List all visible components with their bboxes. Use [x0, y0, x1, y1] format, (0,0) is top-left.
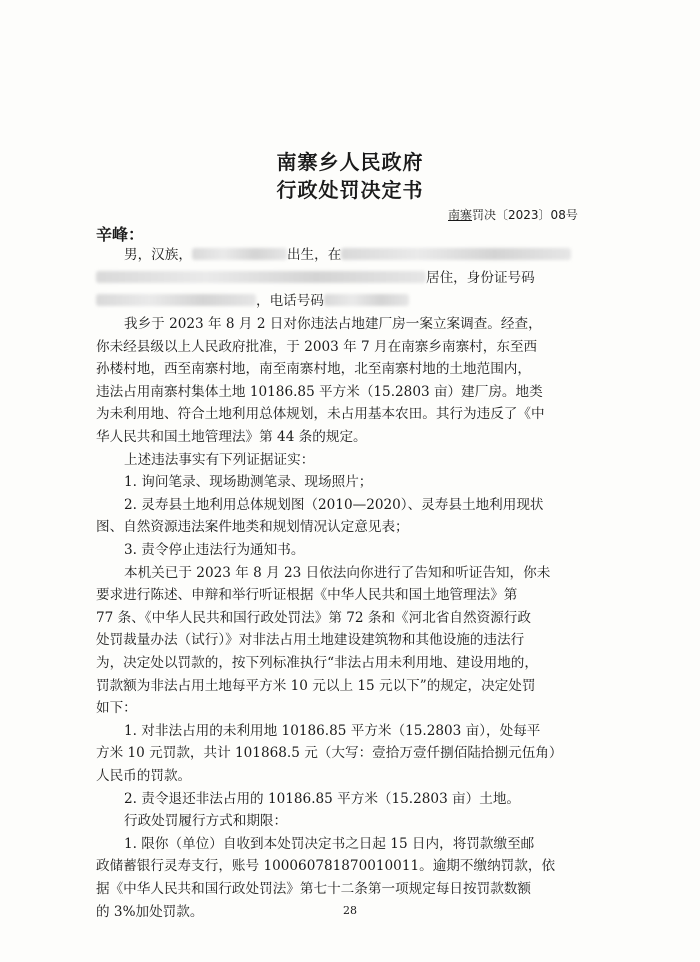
body-line: 罚款额为非法占用土地每平方米 10 元以上 15 元以下”的规定，决定处罚 — [96, 677, 536, 694]
redacted-birthdate — [192, 248, 287, 260]
document-number-suffix: 罚决〔2023〕08号 — [472, 208, 578, 222]
personal-sex-ethnicity: 男，汉族， — [124, 247, 192, 263]
body-line: 1. 限你（单位）自收到本处罚决定书之日起 15 日内，将罚款缴至邮 — [124, 835, 535, 852]
body-line: 据《中华人民共和国行政处罚法》第七十二条第一项规定每日按罚款数额 — [96, 881, 531, 897]
body-line: 2. 灵寿县土地利用总体规划图（2010—2020）、灵寿县土地利用现状 — [124, 496, 544, 513]
personal-line-2 — [96, 268, 606, 288]
personal-phone-text: ，电话号码 — [256, 293, 324, 309]
body-line: 1. 对非法占用的未利用地 10186.85 平方米（15.2803 亩），处每平 — [124, 722, 541, 739]
body-line: 违法占用南寨村集体土地 10186.85 平方米（15.2803 亩）建厂房。地类 — [96, 383, 543, 400]
body-line: 政储蓄银行灵寿支行，账号 100060781870010011。逾期不缴纳罚款，依 — [96, 858, 556, 875]
body-line: 2. 责令退还非法占用的 10186.85 平方米（15.2803 亩）土地。 — [124, 790, 521, 807]
personal-residence-text: 居住，身份证号码 — [426, 270, 535, 286]
personal-birth-text: 出生，在 — [286, 247, 342, 263]
redacted-address — [341, 248, 571, 260]
personal-line-1 — [124, 245, 606, 265]
body-line: 的 3%加处罚款。 — [96, 903, 204, 920]
body-line: 处罚裁量办法（试行）》对非法占用土地建设建筑物和其他设施的违法行 — [96, 632, 525, 649]
body-line: 要求进行陈述、申辩和举行听证根据《中华人民共和国土地管理法》第 — [96, 587, 518, 604]
body-line: 3. 责令停止违法行为通知书。 — [124, 542, 305, 558]
body-line: 我乡于 2023 年 8 月 2 日对你违法占地建厂房一案立案调查。经查， — [124, 316, 542, 332]
document-title-line2: 行政处罚决定书 — [276, 178, 424, 202]
redacted-id-number — [96, 294, 256, 306]
body-line: 为未利用地、符合土地利用总体规划，未占用基本农田。其行为违反了《中 — [96, 406, 545, 423]
body-line: 行政处罚履行方式和期限： — [124, 813, 288, 830]
personal-line-3 — [96, 291, 606, 311]
body-line: 方米 10 元罚款，共计 101868.5 元（大写：壹拾万壹仟捌佰陆拾捌元伍角） — [96, 745, 563, 762]
body-line: 人民币的罚款。 — [96, 768, 192, 784]
document-number — [448, 206, 578, 223]
document-title-line1: 南寨乡人民政府 — [276, 150, 424, 174]
addressee: 辛峰： — [96, 225, 145, 244]
redacted-phone — [324, 294, 409, 306]
body-line: 华人民共和国土地管理法》第 44 条的规定。 — [96, 429, 367, 445]
body-line: 你未经县级以上人民政府批准，于 2003 年 7 月在南寨乡南寨村，东至西 — [96, 338, 538, 355]
body-line: 为，决定处以罚款的，按下列标准执行“非法占用未利用地、建设用地的， — [96, 655, 538, 671]
body-line: 孙楼村地，西至南寨村地，南至南寨村地，北至南寨村地的土地范围内， — [96, 361, 531, 378]
redacted-address-cont — [96, 271, 426, 283]
body-line: 上述违法事实有下列证据证实： — [124, 451, 315, 468]
body-line: 77 条、《中华人民共和国行政处罚法》第 72 条和《河北省自然资源行政 — [96, 609, 531, 626]
body-line: 如下： — [96, 700, 137, 717]
page-number: 28 — [343, 904, 357, 917]
body-line: 本机关已于 2023 年 8 月 23 日依法向你进行了告知和听证告知，你未 — [124, 564, 551, 581]
body-line: 图、自然资源违法案件地类和规划情况认定意见表； — [96, 519, 409, 536]
document-number-prefix: 南寨 — [448, 208, 473, 222]
body-line: 1. 询问笔录、现场勘测笔录、现场照片； — [124, 474, 373, 491]
